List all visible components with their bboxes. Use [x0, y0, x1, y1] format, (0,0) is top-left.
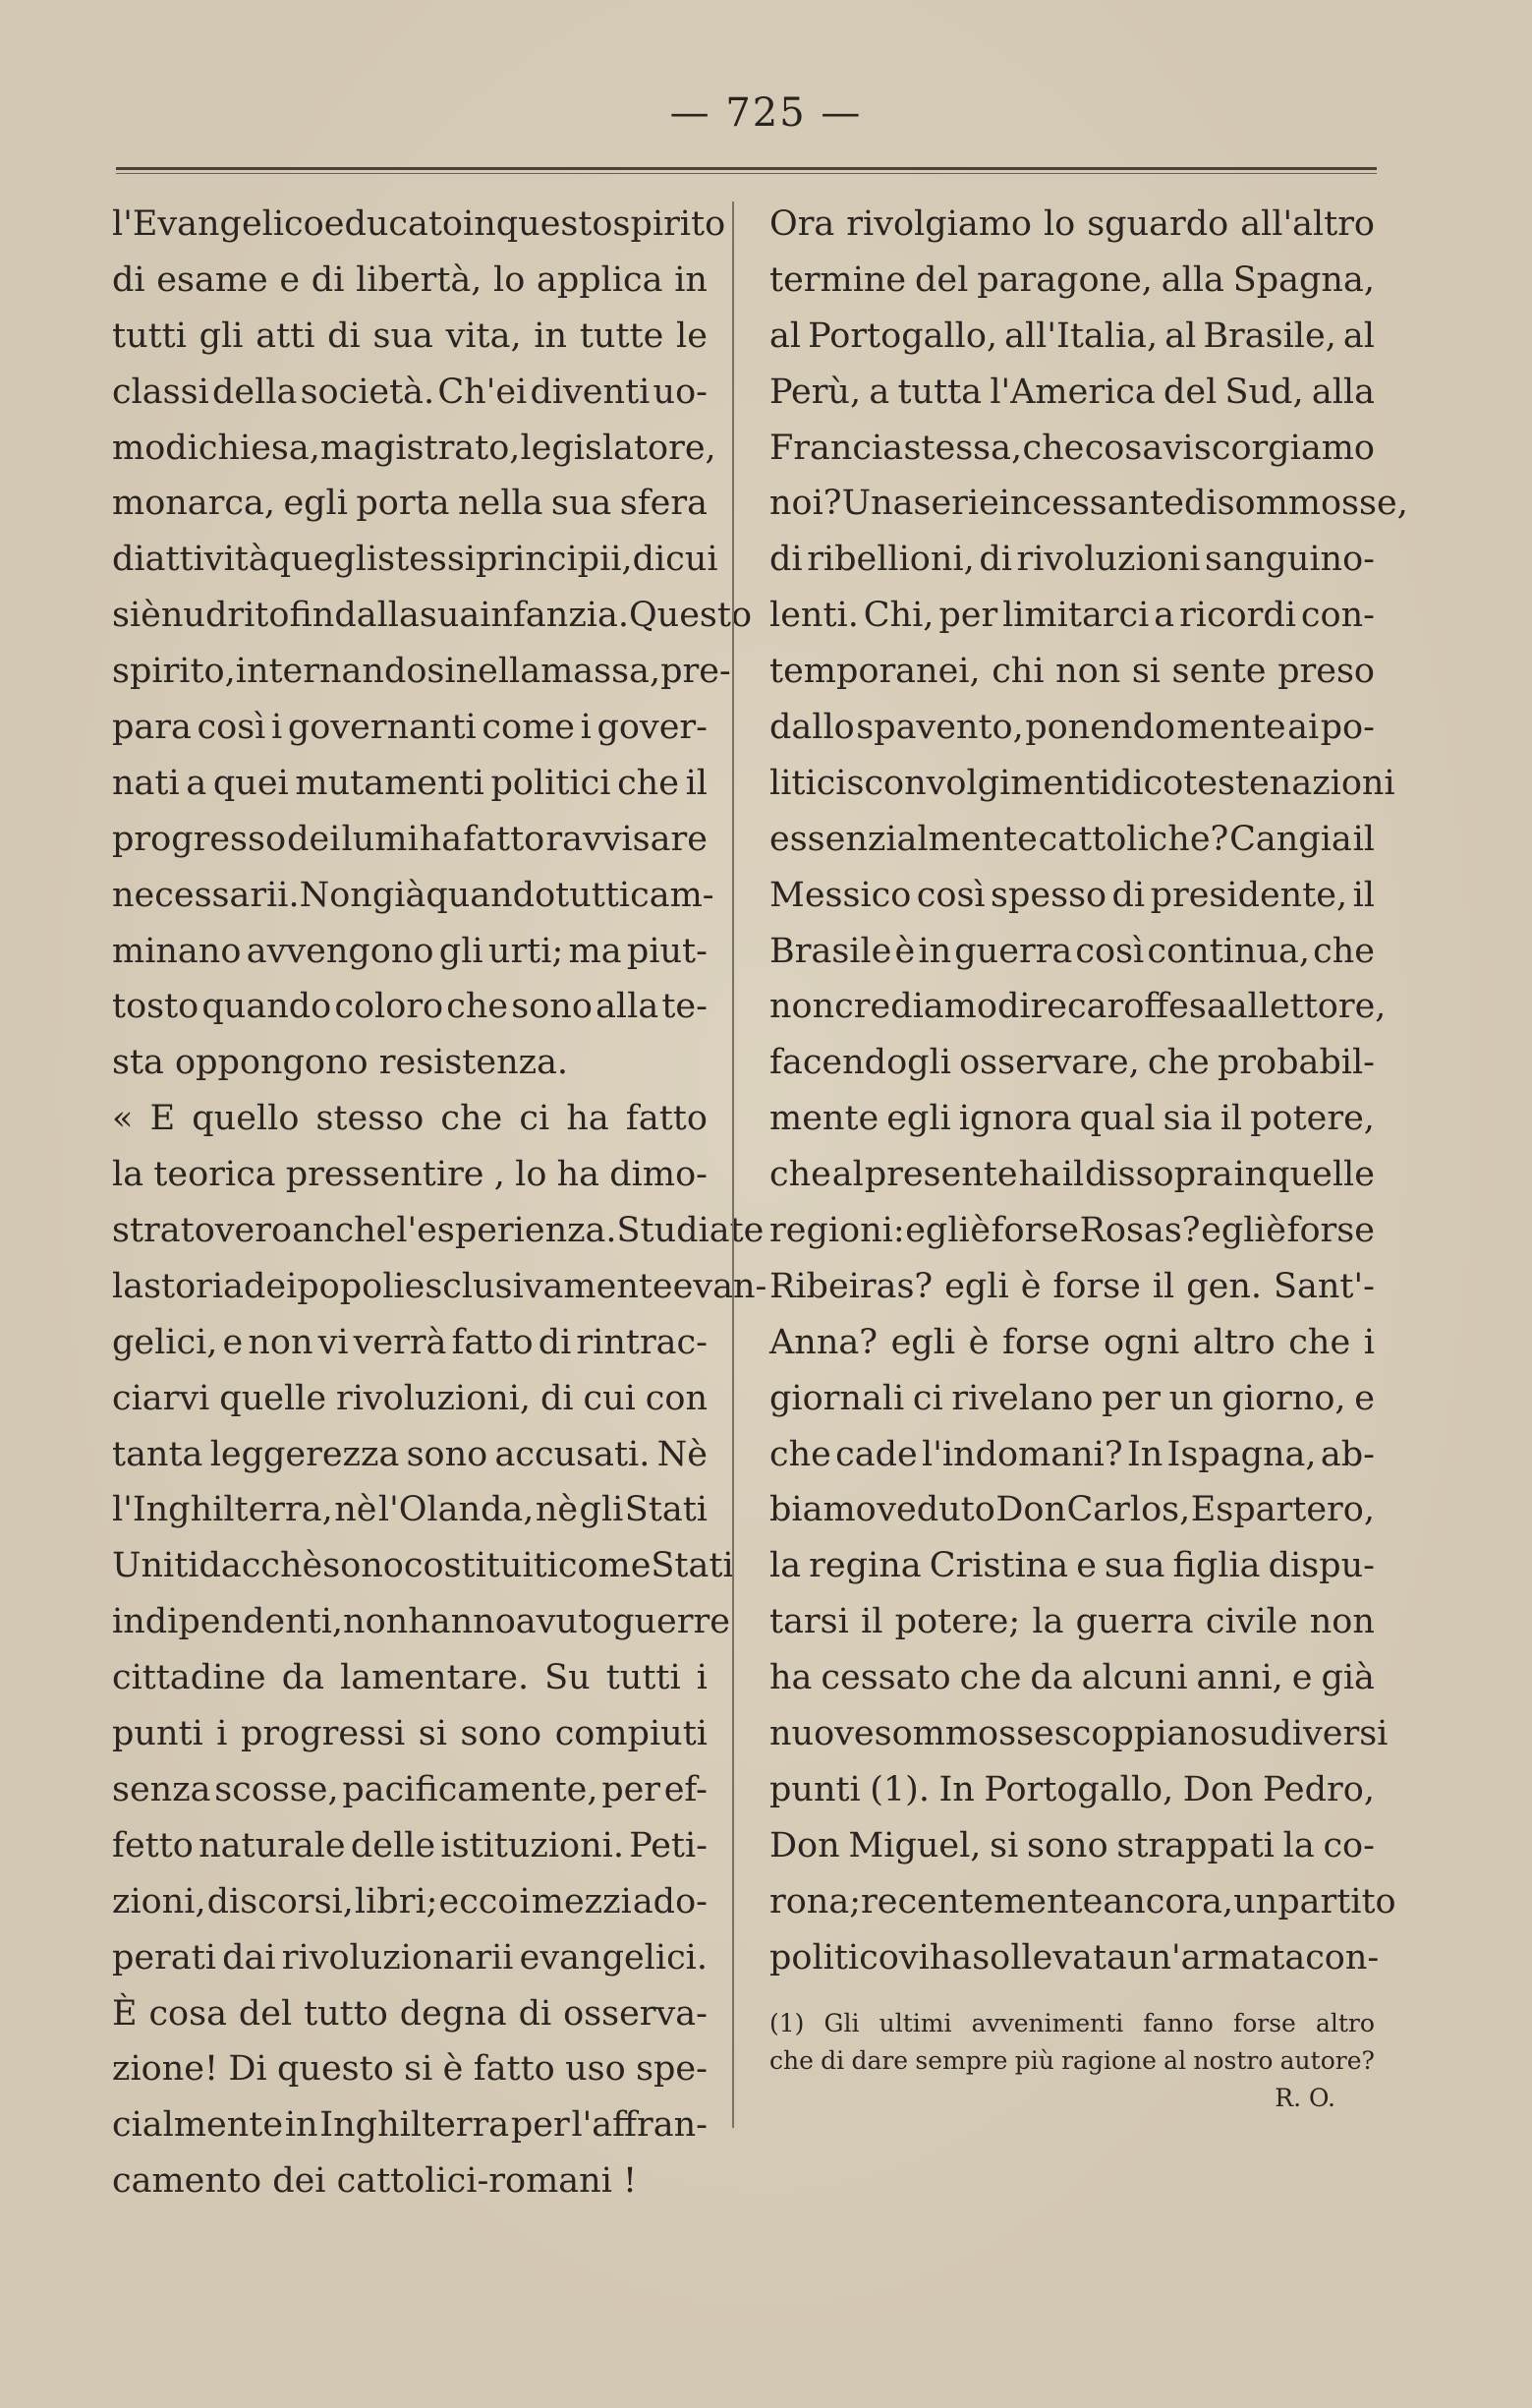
text-line: dallo spavento, ponendo mente ai po-: [769, 708, 1375, 748]
text-line: che al presente ha il dissopra in quelle: [769, 1155, 1375, 1195]
text-line: la teorica pressentire , lo ha dimo-: [112, 1155, 708, 1195]
text-line: mo di chiesa, magistrato, legislatore,: [112, 428, 716, 468]
text-line: di ribellioni, di rivoluzioni sanguino-: [769, 540, 1375, 580]
text-line: essenzialmente cattoliche? Cangia il: [769, 819, 1375, 859]
text-line: Don Miguel, si sono strappati la co-: [769, 1825, 1375, 1865]
text-line: regioni: egli è forse Rosas? egli è forse: [769, 1211, 1375, 1251]
footnote: [769, 2005, 1375, 2117]
text-line: tosto quando coloro che sono alla te-: [112, 987, 708, 1027]
text-line: biamo veduto Don Carlos, Espartero,: [769, 1490, 1375, 1530]
text-line: senza scosse, pacificamente, per ef-: [112, 1769, 708, 1809]
text-line: classi della società. Ch'ei diventi uo-: [112, 372, 708, 412]
right-column: [769, 197, 1408, 1986]
text-line: Messico così spesso di presidente, il: [769, 875, 1375, 915]
column-divider: [732, 201, 734, 2128]
text-line: perati dai rivoluzionarii evangelici.: [112, 1937, 708, 1978]
text-line: termine del paragone, alla Spagna,: [769, 259, 1375, 300]
text-line: mente egli ignora qual sia il potere,: [769, 1099, 1375, 1139]
text-line: monarca, egli porta nella sua sfera: [112, 484, 708, 524]
text-line: cialmente in Inghilterra per l'affran-: [112, 2105, 708, 2146]
text-line: noi? Una serie incessante di sommosse,: [769, 484, 1408, 524]
text-line: spirito, internandosi nella massa, pre-: [112, 652, 731, 692]
text-line: tarsi il potere; la guerra civile non: [769, 1602, 1375, 1642]
text-line: lenti. Chi, per limitarci a ricordi con-: [769, 596, 1375, 636]
text-line: nati a quei mutamenti politici che il: [112, 763, 708, 803]
text-line: fetto naturale delle istituzioni. Peti-: [112, 1825, 708, 1865]
text-line: non crediamo di recar offesa al lettore,: [769, 987, 1387, 1027]
text-line: zioni, discorsi, libri; ecco i mezzi ado-: [112, 1881, 708, 1921]
text-line: al Portogallo, all'Italia, al Brasile, al: [769, 315, 1375, 356]
text-line: camento dei cattolici-romani !: [112, 2161, 638, 2202]
text-line: progresso dei lumi ha fatto ravvisare: [112, 819, 708, 859]
text-line: tanta leggerezza sono accusati. Nè: [112, 1434, 708, 1474]
text-line: punti i progressi si sono compiuti: [112, 1714, 708, 1754]
footnote-line: che di dare sempre più ragione al nostro autore?: [769, 2046, 1375, 2075]
text-line: punti (1). In Portogallo, Don Pedro,: [769, 1769, 1375, 1809]
text-line: la storia dei popoli esclusivamente evan-: [112, 1266, 767, 1306]
text-line: facendogli osservare, che probabil-: [769, 1043, 1375, 1083]
text-line: Perù, a tutta l'America del Sud, alla: [769, 372, 1375, 412]
footnote-line: (1) Gli ultimi avvenimenti fanno forse altro: [769, 2009, 1375, 2037]
text-line: ha cessato che da alcuni anni, e già: [769, 1658, 1375, 1698]
text-line: Ora rivolgiamo lo sguardo all'altro: [769, 204, 1375, 244]
text-line: di esame e di libertà, lo applica in: [112, 259, 708, 300]
footnote-signature: R. O.: [1275, 2084, 1335, 2112]
text-line: Ribeiras? egli è forse il gen. Sant'-: [769, 1266, 1375, 1306]
text-line: indipendenti, non hanno avuto guerre: [112, 1602, 730, 1642]
text-line: la regina Cristina e sua figlia dispu-: [769, 1546, 1375, 1586]
text-line: si è nudrito fin dalla sua infanzia. Questo: [112, 596, 753, 636]
text-line: « E quello stesso che ci ha fatto: [112, 1099, 708, 1139]
text-line: ciarvi quelle rivoluzioni, di cui con: [112, 1378, 708, 1418]
text-line: politico vi ha sollevata un'armata con-: [769, 1937, 1380, 1978]
text-line: temporanei, chi non si sente preso: [769, 652, 1375, 692]
text-line: litici sconvolgimenti di coteste nazioni: [769, 763, 1395, 803]
text-line: gelici, e non vi verrà fatto di rintrac-: [112, 1322, 708, 1362]
text-line: nuove sommosse scoppiano su diversi: [769, 1714, 1389, 1754]
text-line: zione! Di questo si è fatto uso spe-: [112, 2049, 708, 2090]
text-line: Anna? egli è forse ogni altro che i: [769, 1322, 1375, 1362]
text-line: l'Evangelico educato in questo spirito: [112, 204, 726, 244]
text-line: che cade l'indomani? In Ispagna, ab-: [769, 1434, 1375, 1474]
header-rule: [116, 167, 1377, 174]
text-line: sta oppongono resistenza.: [112, 1043, 569, 1083]
text-line: strato vero anche l'esperienza. Studiate: [112, 1211, 765, 1251]
text-line: Uniti dacchè sono costituiti come Stati: [112, 1546, 734, 1586]
text-line: Francia stessa, che cosa vi scorgiamo: [769, 428, 1375, 468]
text-line: para così i governanti come i gover-: [112, 708, 708, 748]
left-column: [112, 197, 767, 2209]
text-line: di attività quegli stessi principii, di cui: [112, 540, 718, 580]
text-line: necessarii. Non già quando tutti cam-: [112, 875, 714, 915]
text-line: l'Inghilterra, nè l'Olanda, nè gli Stati: [112, 1490, 708, 1530]
text-line: tutti gli atti di sua vita, in tutte le: [112, 315, 708, 356]
text-line: rona; recentemente ancora, un partito: [769, 1881, 1396, 1921]
text-line: Brasile è in guerra così continua, che: [769, 931, 1375, 971]
text-line: minano avvengono gli urti; ma piut-: [112, 931, 708, 971]
page-number: — 725 —: [669, 90, 863, 136]
text-line: È cosa del tutto degna di osserva-: [112, 1993, 708, 2034]
text-line: cittadine da lamentare. Su tutti i: [112, 1658, 708, 1698]
text-line: giornali ci rivelano per un giorno, e: [769, 1378, 1375, 1418]
